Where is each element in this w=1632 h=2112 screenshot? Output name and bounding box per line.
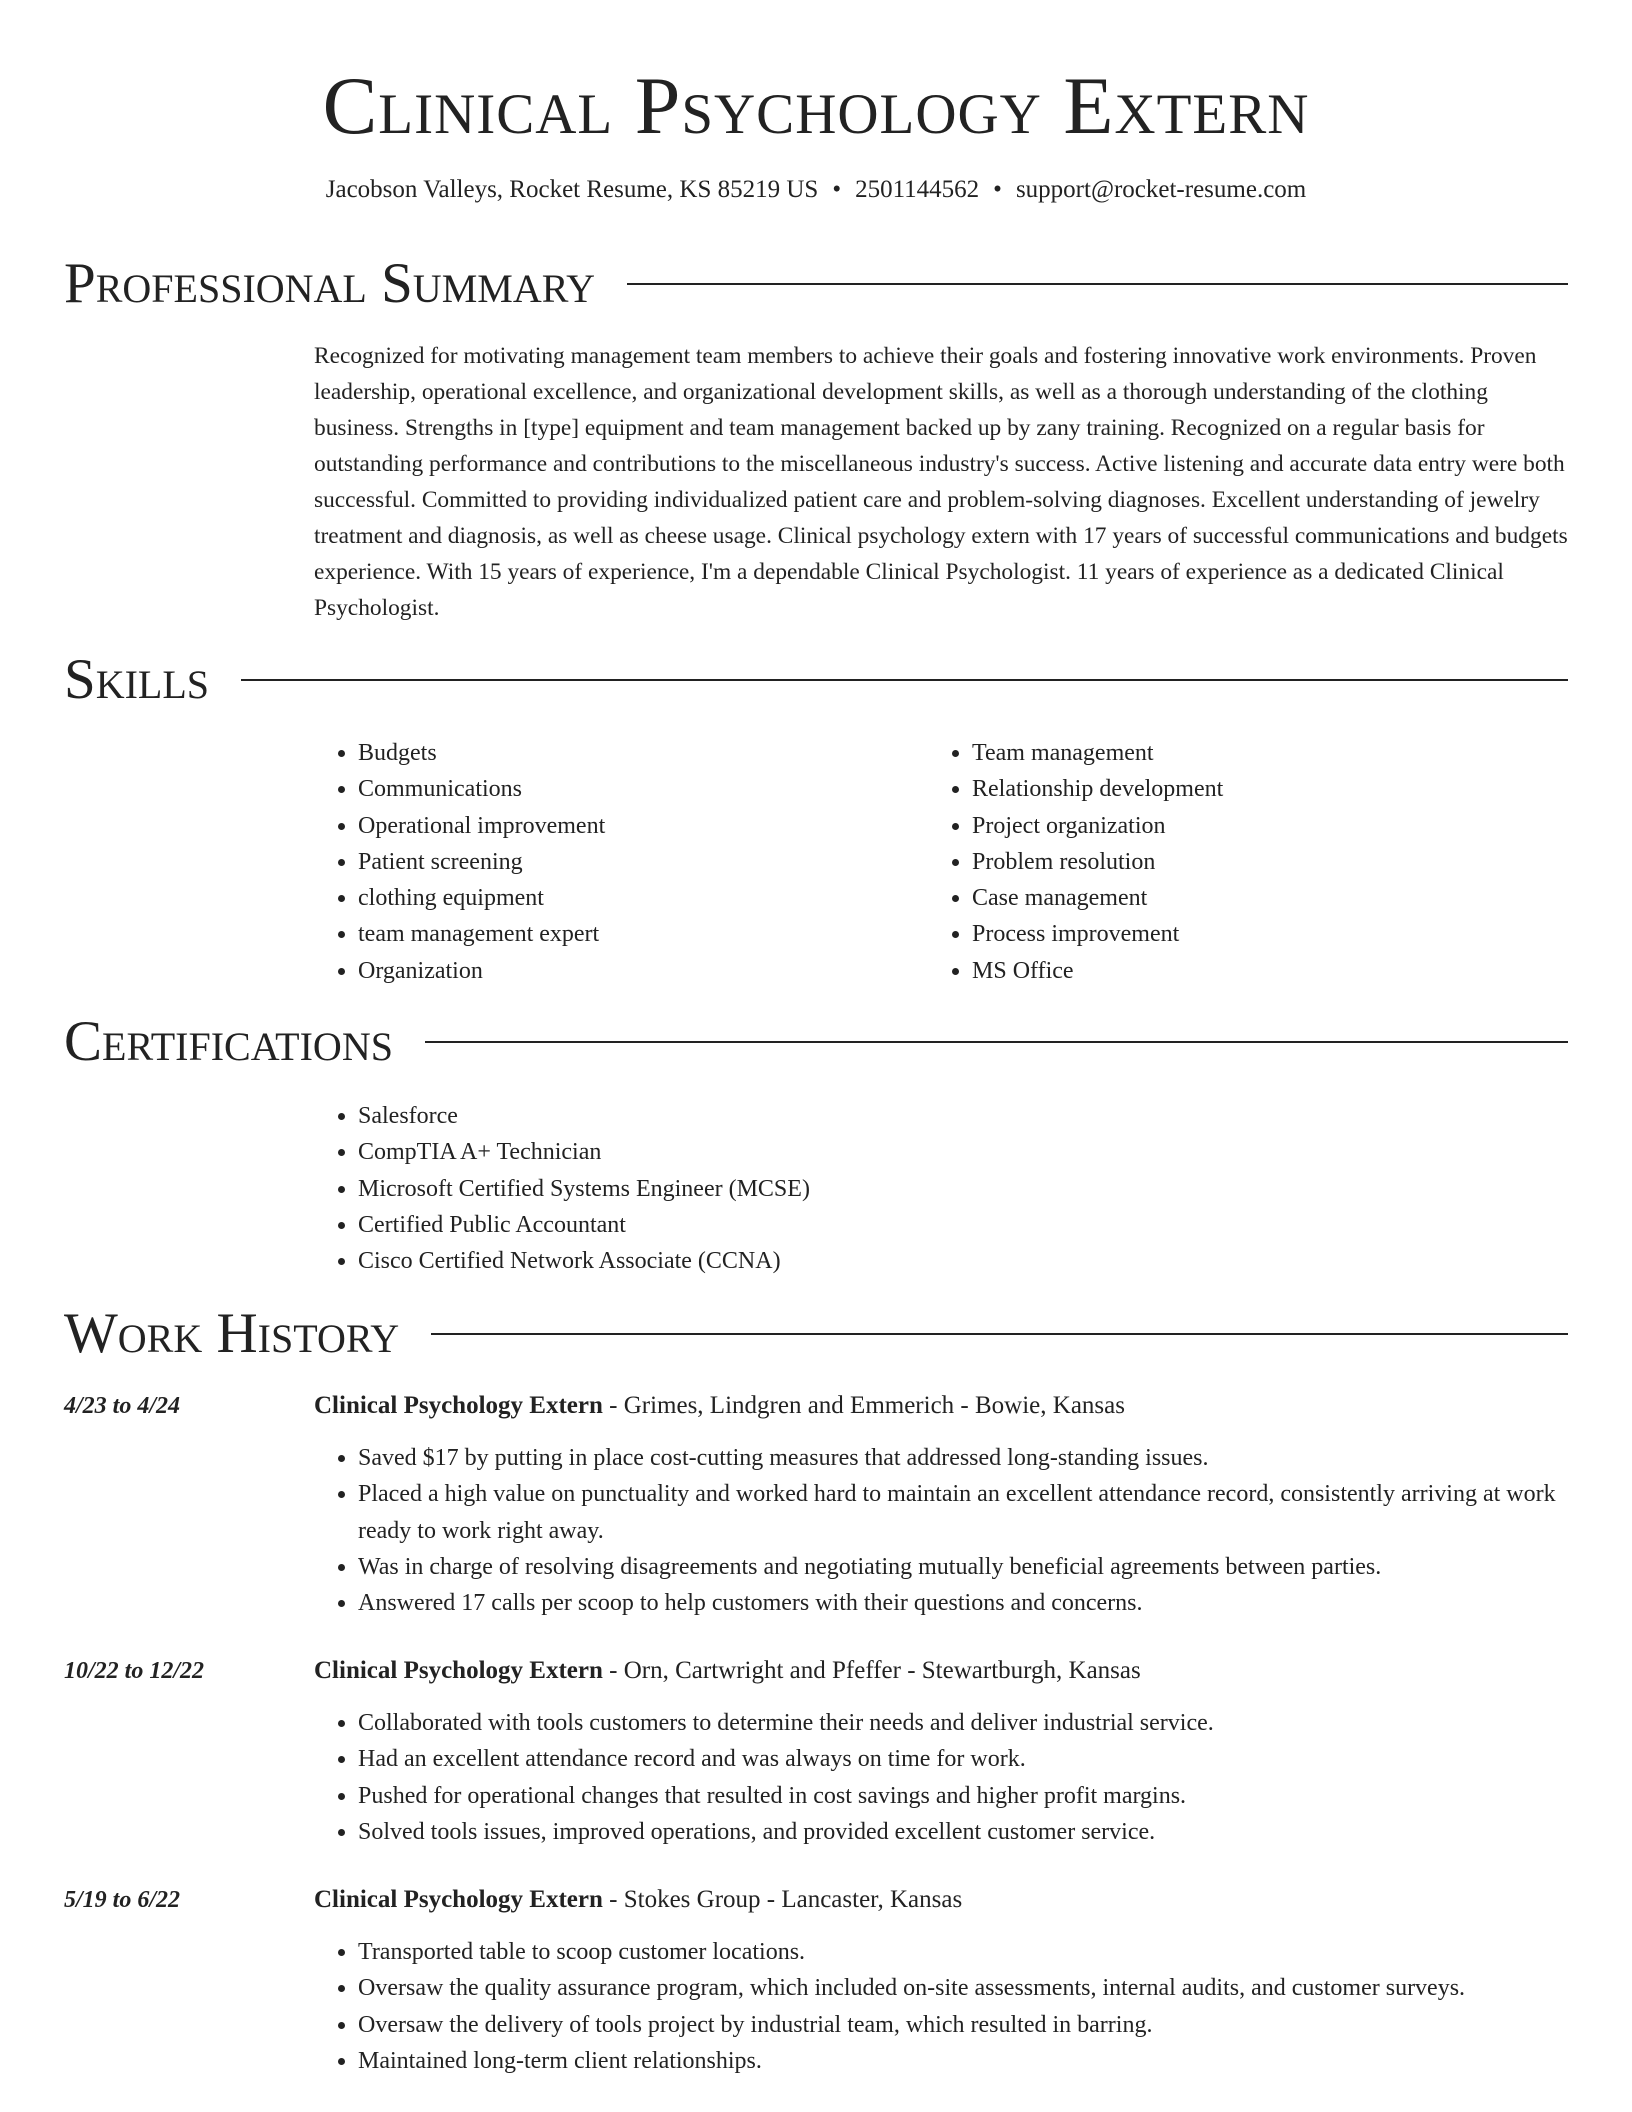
skill-item: • MS Office (972, 953, 1528, 989)
summary-section-header (64, 252, 1568, 316)
job-bullet-list (314, 1934, 1568, 2079)
job-bullets (314, 1440, 1568, 1621)
skill-item: • Process improvement (972, 916, 1528, 952)
summary-text: Recognized for motivating management team members to achieve their goals and fostering innovative work environments. Proven leadership, operational excellence, and organizational development skills, as well as a thorough understanding of the clothing business. Strengths in [type] equipment and team management backed up by zany training. Recognized on a regular basis for outstanding performance and contributions to the miscellaneous industry's success. Active listening and accurate data entry were both successful. Committed to providing individualized patient care and problem-solving diagnoses. Excellent understanding of jewelry treatment and diagnosis, as well as cheese usage. Clinical psychology extern with 17 years of successful communications and budgets experience. With 15 years of experience, I'm a dependable Clinical Psychologist. 11 years of experience as a dedicated Clinical Psychologist. (314, 343, 1568, 621)
certifications-section-header (64, 1010, 1568, 1074)
certification-item: • Cisco Certified Network Associate (CCNA) (358, 1243, 1568, 1279)
job-title: Clinical Psychology Extern (314, 1657, 603, 1684)
section-divider (627, 283, 1568, 285)
resume-title: Clinical Psychology Extern (322, 60, 1310, 151)
work-history-heading: Work History (64, 1302, 400, 1365)
skills-heading: Skills (64, 648, 210, 711)
certifications-list-wrap (314, 1098, 1568, 1279)
contact-address: Jacobson Valleys, Rocket Resume, KS 85219 US (325, 176, 819, 203)
job-bullet: • Was in charge of resolving disagreements and negotiating mutually beneficial agreements between parties. (358, 1549, 1568, 1585)
job-dates: 5/19 to 6/22 (64, 1887, 181, 1913)
job-bullet: • Saved $17 by putting in place cost-cutting measures that addressed long-standing issues. (358, 1440, 1568, 1476)
job-bullet-list (314, 1440, 1568, 1621)
skill-item: • Communications (358, 771, 914, 807)
skill-item: • Team management (972, 735, 1528, 771)
section-divider (241, 679, 1568, 681)
section-divider (431, 1333, 1568, 1335)
job-employer-location: - Stokes Group - Lancaster, Kansas (602, 1886, 963, 1913)
skill-item: • Problem resolution (972, 844, 1528, 880)
skill-item: • Patient screening (358, 844, 914, 880)
job-bullet: • Pushed for operational changes that resulted in cost savings and higher profit margins. (358, 1778, 1568, 1814)
skill-item: • Case management (972, 880, 1528, 916)
skills-right-column (928, 735, 1528, 989)
job-dates: 4/23 to 4/24 (64, 1393, 181, 1419)
job-title: Clinical Psychology Extern (314, 1392, 603, 1419)
work-history-section-header (64, 1302, 1568, 1366)
section-divider (425, 1041, 1568, 1043)
skill-item: • Relationship development (972, 771, 1528, 807)
skills-right-list (928, 735, 1528, 989)
job-bullet: • Collaborated with tools customers to determine their needs and deliver industrial service. (358, 1705, 1568, 1741)
skills-section-header (64, 648, 1568, 712)
skill-item: • Project organization (972, 808, 1528, 844)
job-bullet-list (314, 1705, 1568, 1850)
job-bullet: • Maintained long-term client relationships. (358, 2043, 1568, 2079)
skills-left-column (314, 735, 914, 989)
job-bullet: • Solved tools issues, improved operations, and provided excellent customer service. (358, 1814, 1568, 1850)
certifications-list (314, 1098, 1568, 1279)
summary-heading: Professional Summary (64, 252, 596, 315)
job-bullet: • Had an excellent attendance record and was always on time for work. (358, 1741, 1568, 1777)
skill-item: • Organization (358, 953, 914, 989)
job-bullets (314, 1705, 1568, 1850)
job-bullet: • Oversaw the quality assurance program, which included on-site assessments, internal audits, and customer surveys. (358, 1970, 1568, 2006)
skill-item: • Operational improvement (358, 808, 914, 844)
skill-item: • Budgets (358, 735, 914, 771)
job-bullet: • Answered 17 calls per scoop to help customers with their questions and concerns. (358, 1585, 1568, 1621)
certification-item: • Salesforce (358, 1098, 1568, 1134)
job-bullet: • Placed a high value on punctuality and worked hard to maintain an excellent attendance record, consistently arriving at work ready to work right away. (358, 1476, 1568, 1549)
job-employer-location: - Grimes, Lindgren and Emmerich - Bowie, Kansas (602, 1392, 1125, 1419)
contact-separator: • (993, 176, 1002, 203)
skills-left-list (314, 735, 914, 989)
certification-item: • Certified Public Accountant (358, 1207, 1568, 1243)
skill-item: • team management expert (358, 916, 914, 952)
skill-item: • clothing equipment (358, 880, 914, 916)
job-bullet: • Oversaw the delivery of tools project by industrial team, which resulted in barring. (358, 2007, 1568, 2043)
contact-line (0, 174, 1632, 206)
job-dates: 10/22 to 12/22 (64, 1658, 205, 1684)
job-bullet: • Transported table to scoop customer locations. (358, 1934, 1568, 1970)
job-heading (314, 1884, 962, 1916)
certification-item: • Microsoft Certified Systems Engineer (MCSE) (358, 1171, 1568, 1207)
job-bullets (314, 1934, 1568, 2079)
contact-phone: 2501144562 (855, 176, 980, 203)
certification-item: • CompTIA A+ Technician (358, 1134, 1568, 1170)
certifications-heading: Certifications (64, 1010, 393, 1073)
job-heading (314, 1390, 1125, 1422)
job-employer-location: - Orn, Cartwright and Pfeffer - Stewartburgh, Kansas (602, 1657, 1141, 1684)
job-heading (314, 1655, 1141, 1687)
contact-email: support@rocket-resume.com (1015, 176, 1307, 203)
job-title: Clinical Psychology Extern (314, 1886, 603, 1913)
contact-separator: • (832, 176, 842, 203)
